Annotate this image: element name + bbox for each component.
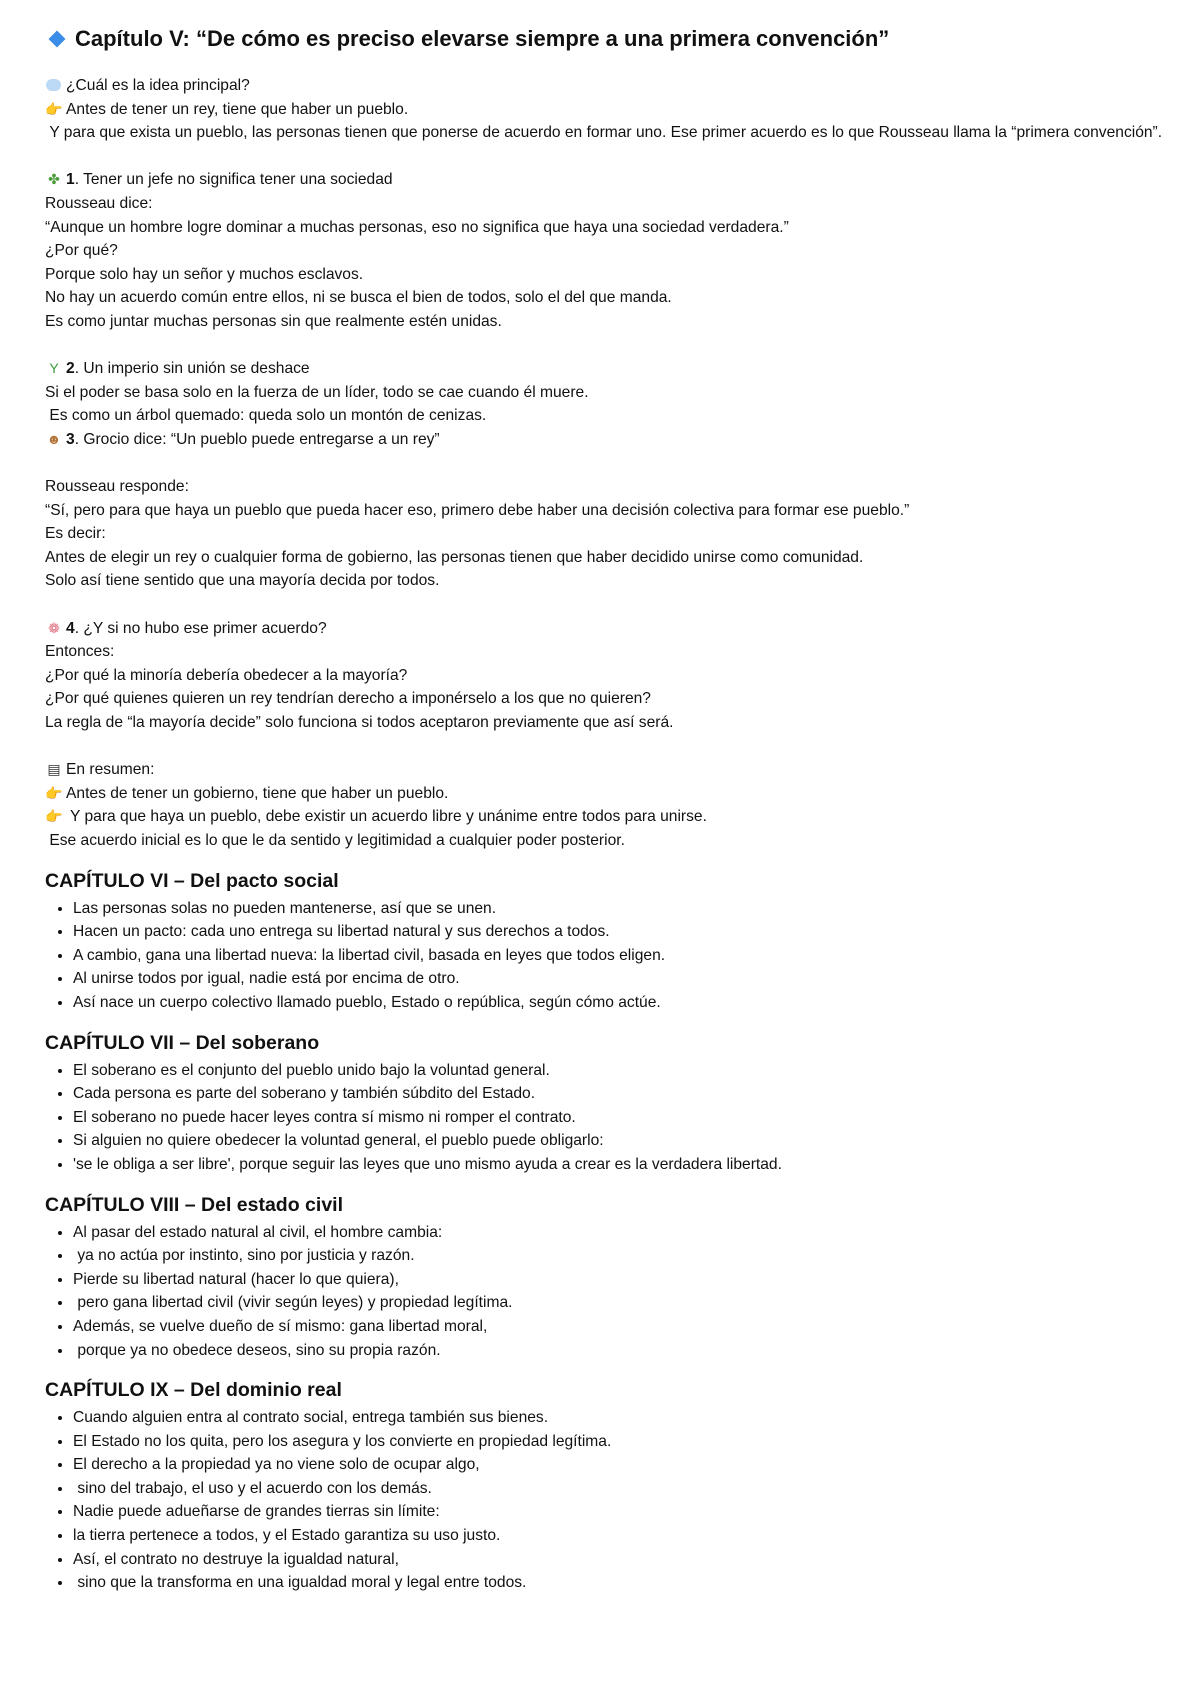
point-1-heading: ✤ 1. Tener un jefe no significa tener una sociedad <box>45 168 1165 192</box>
list-item: • ya no actúa por instinto, sino por justicia y razón. <box>73 1244 1165 1268</box>
pointing-hand-icon: 👉 <box>45 808 63 825</box>
spacer <box>45 334 1165 358</box>
point-1-line: Porque solo hay un señor y muchos esclavos. <box>45 265 364 283</box>
list-item: • El derecho a la propiedad ya no viene solo de ocupar algo, <box>73 1453 1165 1477</box>
list-item: • El soberano es el conjunto del pueblo unido bajo la voluntad general. <box>73 1059 1165 1083</box>
point-1-line: No hay un acuerdo común entre ellos, ni se busca el bien de todos, solo el del que manda. <box>45 289 672 307</box>
chapter-viii-list <box>45 1221 1165 1363</box>
list-item: • la tierra pertenece a todos, y el Estado garantiza su uso justo. <box>73 1524 1165 1548</box>
chapter-ix-list <box>45 1406 1165 1595</box>
list-item: • El soberano no puede hacer leyes contra sí mismo ni romper el contrato. <box>73 1106 1165 1130</box>
point-2-line: Si el poder se basa solo en la fuerza de un líder, todo se cae cuando él muere. <box>45 383 589 401</box>
seedling-icon: Y <box>49 360 59 377</box>
chapter-vi-list <box>45 897 1165 1015</box>
summary-line: 👉 Y para que haya un pueblo, debe existir un acuerdo libre y unánime entre todos para unirse. <box>45 805 1165 829</box>
point-1-line: ¿Por qué? <box>45 242 118 260</box>
chapter-viii-heading: CAPÍTULO VIII – Del estado civil <box>45 1193 343 1216</box>
pointing-hand-icon: 👉 <box>45 100 63 117</box>
spacer <box>45 593 1165 617</box>
list-item: • Nadie puede adueñarse de grandes tierras sin límite: <box>73 1500 1165 1524</box>
blue-diamond-icon <box>49 31 66 48</box>
summary-line: 👉 Antes de tener un gobierno, tiene que haber un pueblo. <box>45 782 1165 806</box>
intro-explanation: Y para que exista un pueblo, las personas tienen que ponerse de acuerdo en formar uno. Ese primer acuerdo es lo que Rousseau llama la “primera convención”. <box>45 124 1163 142</box>
chapter-vii-heading: CAPÍTULO VII – Del soberano <box>45 1031 320 1054</box>
point-3-line: “Sí, pero para que haya un pueblo que pueda hacer eso, primero debe haber una decisión colectiva para formar ese pueblo.” <box>45 501 910 519</box>
list-item: • Pierde su libertad natural (hacer lo que quiera), <box>73 1268 1165 1292</box>
point-4-line: Entonces: <box>45 643 115 661</box>
list-item: • Si alguien no quiere obedecer la voluntad general, el pueblo puede obligarlo: <box>73 1129 1165 1153</box>
point-4-heading: ❁ 4. ¿Y si no hubo ese primer acuerdo? <box>45 617 1165 641</box>
list-item: • El Estado no los quita, pero los asegura y los convierte en propiedad legítima. <box>73 1430 1165 1454</box>
point-1-line: Es como juntar muchas personas sin que realmente estén unidas. <box>45 312 502 330</box>
point-1-line: “Aunque un hombre logre dominar a muchas personas, eso no significa que haya una sociedad verdadera.” <box>45 218 789 236</box>
point-4-line: ¿Por qué la minoría debería obedecer a la mayoría? <box>45 666 408 684</box>
point-2-heading: Y 2. Un imperio sin unión se deshace <box>45 357 1165 381</box>
list-item: • Las personas solas no pueden mantenerse, así que se unen. <box>73 897 1165 921</box>
document-page <box>45 22 1165 1595</box>
list-item: • sino del trabajo, el uso y el acuerdo con los demás. <box>73 1477 1165 1501</box>
point-3-line: Es decir: <box>45 525 106 543</box>
speech-bubble-icon <box>46 79 61 91</box>
spacer <box>45 452 1165 476</box>
list-item: • porque ya no obedece deseos, sino su propia razón. <box>73 1339 1165 1363</box>
point-2-line: Es como un árbol quemado: queda solo un montón de cenizas. <box>45 407 487 425</box>
summary-line: Ese acuerdo inicial es lo que le da sentido y legitimidad a cualquier poder posterior. <box>45 832 625 849</box>
point-4-line: La regla de “la mayoría decide” solo funciona si todos aceptaron previamente que así será. <box>45 714 674 732</box>
list-item: • sino que la transforma en una igualdad moral y legal entre todos. <box>73 1571 1165 1595</box>
summary-icon: ▤ <box>47 761 61 778</box>
clover-icon: ✤ <box>48 171 60 188</box>
brain-icon: ❁ <box>48 619 60 636</box>
chapter-vii-list <box>45 1059 1165 1177</box>
chapter-ix-heading: CAPÍTULO IX – Del dominio real <box>45 1379 342 1402</box>
intro-point: 👉 Antes de tener un rey, tiene que haber un pueblo. <box>45 98 1165 122</box>
list-item: • Hacen un pacto: cada uno entrega su libertad natural y sus derechos a todos. <box>73 920 1165 944</box>
intro-question: ¿Cuál es la idea principal? <box>45 74 1165 98</box>
point-4-line: ¿Por qué quienes quieren un rey tendrían derecho a imponérselo a los que no quieren? <box>45 690 651 708</box>
list-item: • Además, se vuelve dueño de sí mismo: gana libertad moral, <box>73 1315 1165 1339</box>
list-item: • Así nace un cuerpo colectivo llamado pueblo, Estado o república, según cómo actúe. <box>73 991 1165 1015</box>
list-item: • Cada persona es parte del soberano y también súbdito del Estado. <box>73 1082 1165 1106</box>
chapter-v-title <box>47 22 1165 56</box>
list-item: • Al pasar del estado natural al civil, el hombre cambia: <box>73 1221 1165 1245</box>
chapter-vi-heading: CAPÍTULO VI – Del pacto social <box>45 869 339 892</box>
list-item: • Al unirse todos por igual, nadie está por encima de otro. <box>73 967 1165 991</box>
point-1-line: Rousseau dice: <box>45 194 153 212</box>
point-3-line: Solo así tiene sentido que una mayoría decida por todos. <box>45 572 440 590</box>
list-item: • pero gana libertad civil (vivir según leyes) y propiedad legítima. <box>73 1291 1165 1315</box>
summary-heading: ▤ En resumen: <box>45 758 1165 782</box>
spacer <box>45 145 1165 169</box>
chapter-v-title-text: Capítulo V: “De cómo es preciso elevarse siempre a una primera convención” <box>75 26 890 51</box>
point-3-line: Antes de elegir un rey o cualquier forma de gobierno, las personas tienen que haber decidido unirse como comunidad. <box>45 548 864 566</box>
point-3-heading: ☻ 3. Grocio dice: “Un pueblo puede entregarse a un rey” <box>45 428 1165 452</box>
list-item: • Cuando alguien entra al contrato social, entrega también sus bienes. <box>73 1406 1165 1430</box>
spacer <box>45 735 1165 759</box>
list-item: • Así, el contrato no destruye la igualdad natural, <box>73 1548 1165 1572</box>
list-item: • 'se le obliga a ser libre', porque seguir las leyes que uno mismo ayuda a crear es la verdadera libertad. <box>73 1153 1165 1177</box>
person-icon: ☻ <box>46 430 62 447</box>
list-item: • A cambio, gana una libertad nueva: la libertad civil, basada en leyes que todos eligen. <box>73 944 1165 968</box>
pointing-hand-icon: 👉 <box>45 784 63 801</box>
point-3-line: Rousseau responde: <box>45 478 189 496</box>
